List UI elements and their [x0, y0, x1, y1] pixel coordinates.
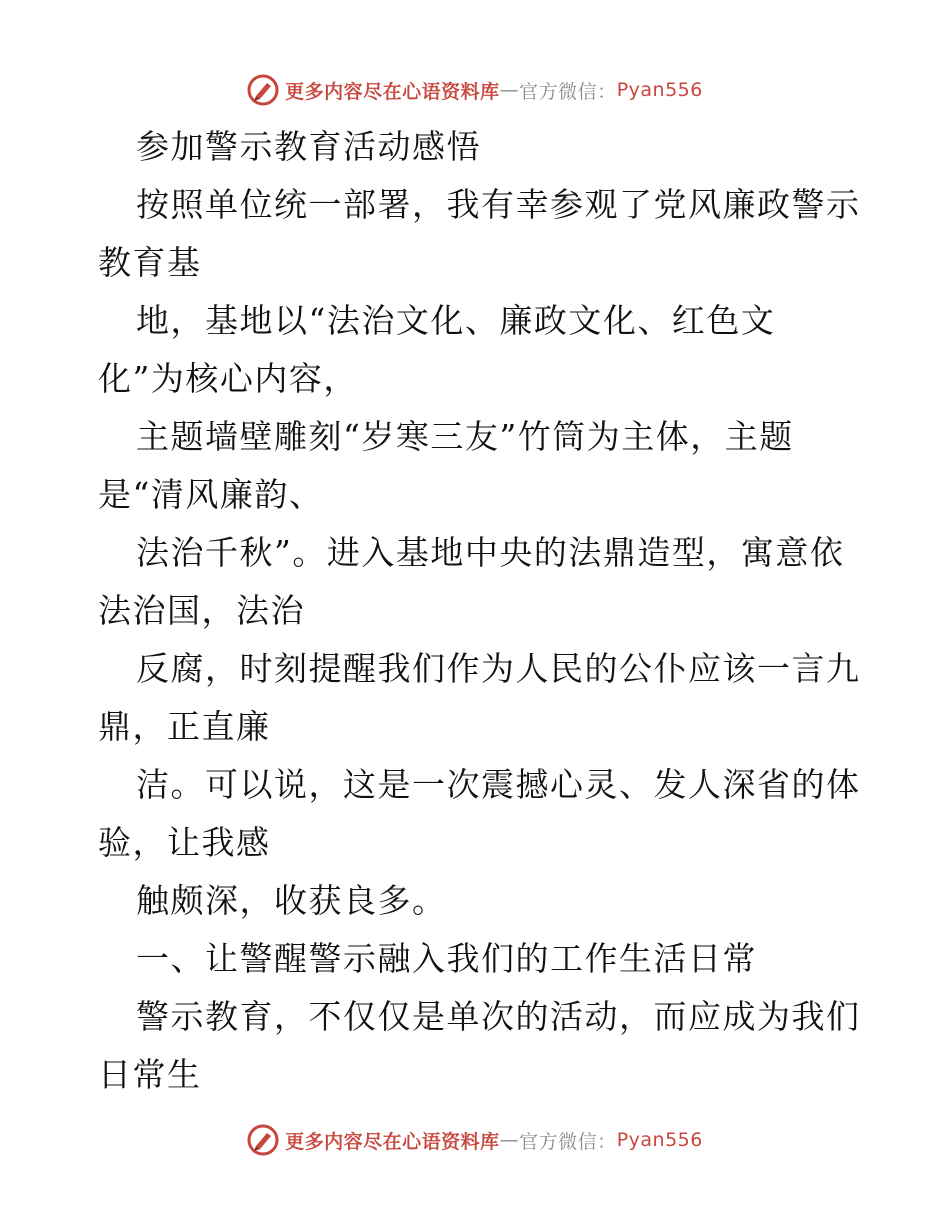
pen-nib-logo-icon	[247, 74, 279, 106]
paragraph-line: 主题墙壁雕刻“岁寒三友”竹筒为主体，主题	[136, 417, 794, 456]
site-name: 更多内容尽在心语资料库	[285, 1130, 500, 1153]
banner-separator: —	[499, 1129, 520, 1151]
header-watermark-banner	[0, 68, 950, 112]
wechat-id: Pyan556	[616, 79, 703, 101]
paragraph-line: 鼎，正直廉	[98, 707, 271, 746]
paragraph-line: 反腐，时刻提醒我们作为人民的公仆应该一言九	[136, 649, 861, 688]
wechat-label: 官方微信：	[519, 80, 617, 103]
paragraph-line: 法治国，法治	[98, 591, 305, 630]
site-name: 更多内容尽在心语资料库	[285, 80, 500, 103]
paragraph-line: 化”为核心内容，	[98, 359, 358, 398]
banner-separator: —	[499, 79, 520, 101]
wechat-label: 官方微信：	[519, 1130, 617, 1153]
paragraph-line: 警示教育，不仅仅是单次的活动，而应成为我们	[136, 997, 861, 1036]
pen-nib-logo-icon	[247, 1124, 279, 1156]
paragraph-line: 验，让我感	[98, 823, 271, 862]
paragraph-line: 触颇深，收获良多。	[136, 881, 447, 920]
paragraph-line: 是“清风廉韵、	[98, 475, 324, 514]
paragraph-line: 按照单位统一部署，我有幸参观了党风廉政警示	[136, 185, 861, 224]
paragraph-line: 教育基	[98, 243, 202, 282]
paragraph-line: 地，基地以“法治文化、廉政文化、红色文	[136, 301, 776, 340]
section-heading: 一、让警醒警示融入我们的工作生活日常	[136, 939, 757, 978]
document-body	[98, 118, 861, 1104]
paragraph-line: 日常生	[98, 1055, 202, 1094]
paragraph-line: 法治千秋”。进入基地中央的法鼎造型，寓意依	[136, 533, 845, 572]
wechat-id: Pyan556	[616, 1129, 703, 1151]
document-title: 参加警示教育活动感悟	[136, 127, 481, 166]
paragraph-line: 洁。可以说，这是一次震撼心灵、发人深省的体	[136, 765, 861, 804]
footer-watermark-banner	[0, 1118, 950, 1162]
